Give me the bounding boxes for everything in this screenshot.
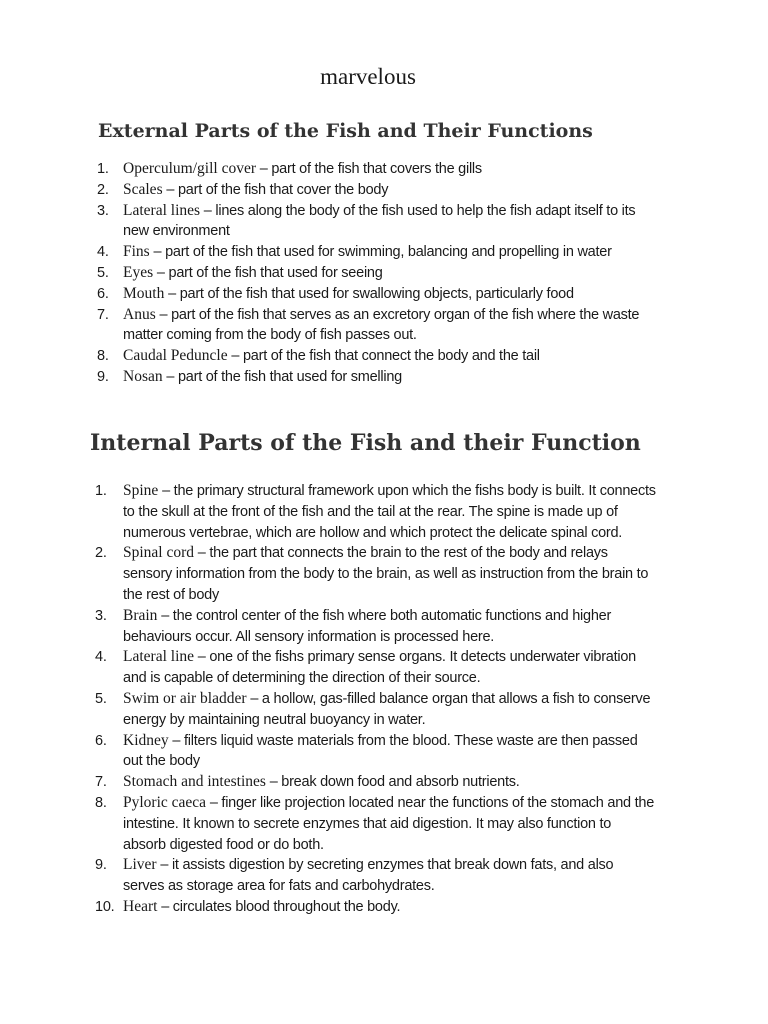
item-description: – break down food and absorb nutrients. bbox=[265, 774, 520, 791]
list-item bbox=[97, 689, 657, 731]
item-description: – the control center of the fish where both automatic functions and higher behaviours occur. All sensory information is processed here. bbox=[123, 607, 612, 645]
list-item bbox=[97, 543, 657, 605]
list-item bbox=[97, 242, 657, 263]
item-number: 7. bbox=[97, 306, 109, 323]
item-number: 9. bbox=[95, 857, 107, 874]
list-item bbox=[97, 346, 657, 367]
list-item bbox=[97, 367, 657, 388]
list-item bbox=[97, 731, 657, 773]
item-description: – a hollow, gas-filled balance organ that allows a fish to conserve energy by maintaining neutral buoyancy in water. bbox=[123, 690, 651, 728]
item-term: Scales bbox=[123, 180, 163, 198]
item-description: – circulates blood throughout the body. bbox=[157, 898, 401, 915]
list-item bbox=[97, 305, 657, 347]
item-term: Spine bbox=[123, 482, 159, 499]
item-description: – part of the fish that used for swallowing objects, particularly food bbox=[164, 285, 574, 302]
item-term: Brain bbox=[123, 606, 158, 624]
item-term: Nosan bbox=[123, 367, 163, 385]
item-number: 2. bbox=[97, 181, 109, 198]
item-description: – part of the fish that used for swimming, balancing and propelling in water bbox=[149, 244, 612, 261]
item-term: Spinal cord bbox=[123, 544, 195, 562]
item-term: Liver bbox=[123, 856, 157, 874]
list-item bbox=[97, 793, 657, 855]
item-term: Lateral lines bbox=[123, 201, 201, 219]
internal-parts-heading: Internal Parts of the Fish and their Function bbox=[90, 430, 641, 456]
item-term: Anus bbox=[123, 305, 156, 323]
item-number: 10. bbox=[95, 898, 115, 915]
item-number: 6. bbox=[97, 285, 109, 302]
document-title: marvelous bbox=[320, 64, 416, 89]
item-term: Stomach and intestines bbox=[123, 773, 266, 791]
internal-parts-list bbox=[97, 481, 657, 918]
item-term: Eyes bbox=[123, 263, 154, 281]
item-description: – the primary structural framework upon which the fishs body is built. It connects to the skull at the front of the fish and the tail at the rear. The spine is made up of numerous vertebrae, which are hollow and which protect the delicate spinal cord. bbox=[123, 483, 656, 541]
item-term: Lateral line bbox=[123, 648, 194, 666]
list-item bbox=[97, 481, 657, 543]
list-item bbox=[97, 201, 657, 243]
item-description: – finger like projection located near the functions of the stomach and the intestine. It known to secrete enzymes that aid digestion. It may also function to absorb digested food or do both. bbox=[123, 794, 655, 853]
item-description: – it assists digestion by secreting enzymes that break down fats, and also serves as storage area for fats and carbohydrates. bbox=[123, 857, 614, 895]
item-term: Caudal Peduncle bbox=[123, 347, 228, 365]
item-number: 9. bbox=[97, 368, 109, 385]
item-number: 8. bbox=[95, 794, 107, 811]
list-item bbox=[97, 606, 657, 648]
list-item bbox=[97, 772, 657, 793]
item-description: – one of the fishs primary sense organs. It detects underwater vibration and is capable of determining the direction of their source. bbox=[123, 649, 636, 687]
external-parts-list bbox=[97, 159, 657, 388]
item-number: 1. bbox=[95, 483, 107, 499]
item-description: – part of the fish that connect the body and the tail bbox=[227, 348, 540, 365]
item-number: 4. bbox=[95, 649, 107, 666]
item-description: – filters liquid waste materials from the blood. These waste are then passed out the body bbox=[123, 732, 638, 770]
item-term: Swim or air bladder bbox=[123, 689, 247, 707]
item-number: 3. bbox=[97, 202, 109, 219]
list-item bbox=[97, 180, 657, 201]
item-description: – part of the fish that cover the body bbox=[162, 181, 389, 198]
item-description: – part of the fish that used for smelling bbox=[162, 368, 402, 385]
item-number: 7. bbox=[95, 774, 107, 791]
list-item bbox=[97, 284, 657, 305]
item-description: – part of the fish that used for seeing bbox=[153, 264, 383, 281]
item-number: 8. bbox=[97, 348, 109, 365]
list-item bbox=[97, 897, 657, 918]
item-description: – the part that connects the brain to the rest of the body and relays sensory information from the body to the brain, as well as instruction from the brain to the rest of body bbox=[123, 545, 649, 603]
item-term: Mouth bbox=[123, 284, 165, 302]
list-item bbox=[97, 647, 657, 689]
item-number: 5. bbox=[95, 690, 107, 707]
item-term: Pyloric caeca bbox=[123, 793, 207, 811]
item-number: 6. bbox=[95, 732, 107, 749]
item-number: 3. bbox=[95, 607, 107, 624]
item-term: Operculum/gill cover bbox=[123, 160, 256, 177]
item-number: 2. bbox=[95, 545, 107, 562]
item-description: – lines along the body of the fish used to help the fish adapt itself to its new environment bbox=[123, 202, 636, 240]
list-item bbox=[97, 855, 657, 897]
list-item bbox=[97, 263, 657, 284]
item-number: 5. bbox=[97, 264, 109, 281]
item-description: – part of the fish that serves as an excretory organ of the fish where the waste matter coming from the body of fish passes out. bbox=[123, 306, 640, 344]
item-term: Kidney bbox=[123, 731, 169, 749]
list-item bbox=[97, 159, 657, 180]
external-parts-heading: External Parts of the Fish and Their Functions bbox=[98, 120, 593, 142]
item-term: Heart bbox=[123, 897, 158, 915]
item-description: – part of the fish that covers the gills bbox=[256, 161, 482, 177]
item-number: 1. bbox=[97, 161, 109, 177]
item-term: Fins bbox=[123, 243, 150, 261]
item-number: 4. bbox=[97, 244, 109, 261]
